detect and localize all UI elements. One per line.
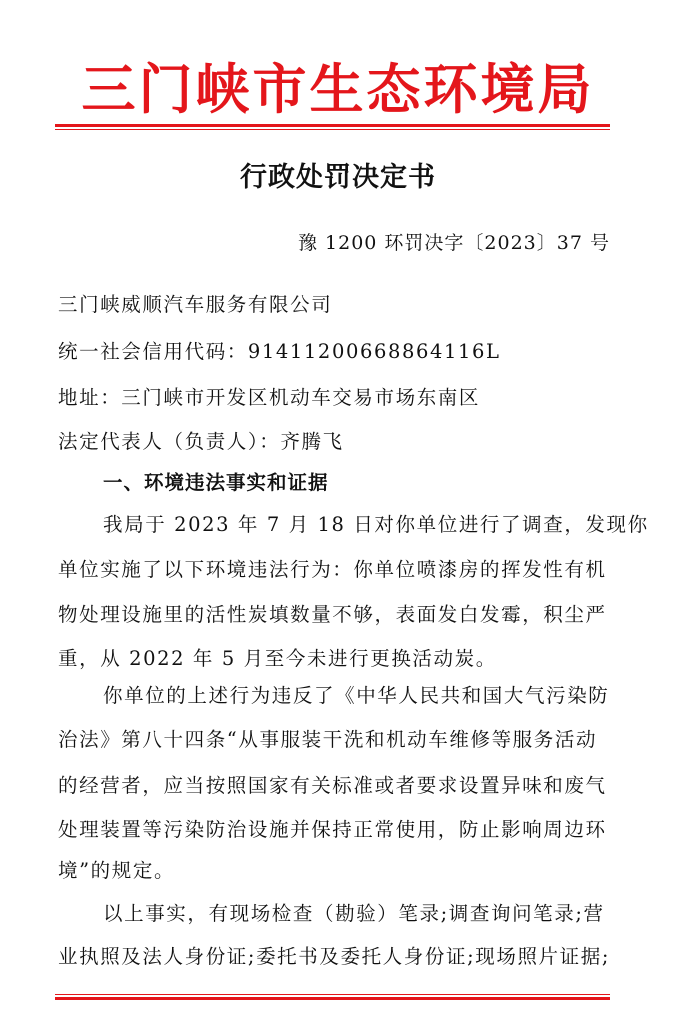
- footer-rule-thick: [55, 997, 610, 1000]
- document-title: 行政处罚决定书: [240, 162, 436, 193]
- paragraph-line: 物处理设施里的活性炭填数量不够，表面发白发霉，积尘严: [58, 603, 607, 626]
- paragraph-line: 业执照及法人身份证;委托书及委托人身份证;现场照片证据;: [58, 945, 611, 968]
- party-name: 三门峡威顺汽车服务有限公司: [58, 293, 333, 316]
- footer-rule-thin: [55, 994, 610, 995]
- header-rule-thin: [55, 129, 610, 130]
- paragraph-line: 的经营者，应当按照国家有关标准或者要求设置异味和废气: [58, 774, 607, 797]
- header-rule-thick: [55, 124, 610, 127]
- legal-representative: 法定代表人（负责人）：齐腾飞: [58, 430, 344, 453]
- paragraph-line: 处理装置等污染防治设施并保持正常使用，防止影响周边环: [58, 818, 607, 841]
- paragraph-line: 单位实施了以下环境违法行为：你单位喷漆房的挥发性有机: [58, 558, 607, 581]
- paragraph-line: 重，从 2022 年 5 月至今未进行更换活动炭。: [58, 647, 497, 670]
- paragraph-line: 你单位的上述行为违反了《中华人民共和国大气污染防: [103, 684, 610, 707]
- issuing-authority-header: 三门峡市生态环境局: [81, 57, 595, 121]
- paragraph-line: 我局于 2023 年 7 月 18 日对你单位进行了调查，发现你: [103, 513, 649, 536]
- document-number: 豫 1200 环罚决字〔2023〕37 号: [297, 232, 610, 254]
- paragraph-line: 境”的规定。: [58, 859, 176, 882]
- paragraph-line: 以上事实，有现场检查（勘验）笔录;调查询问笔录;营: [103, 902, 605, 925]
- credit-code: 统一社会信用代码：91411200668864116L: [58, 340, 501, 363]
- section-heading: 一、环境违法事实和证据: [103, 471, 329, 494]
- paragraph-line: 治法》第八十四条“从事服装干洗和机动车维修等服务活动: [58, 728, 598, 751]
- party-address: 地址：三门峡市开发区机动车交易市场东南区: [58, 386, 481, 409]
